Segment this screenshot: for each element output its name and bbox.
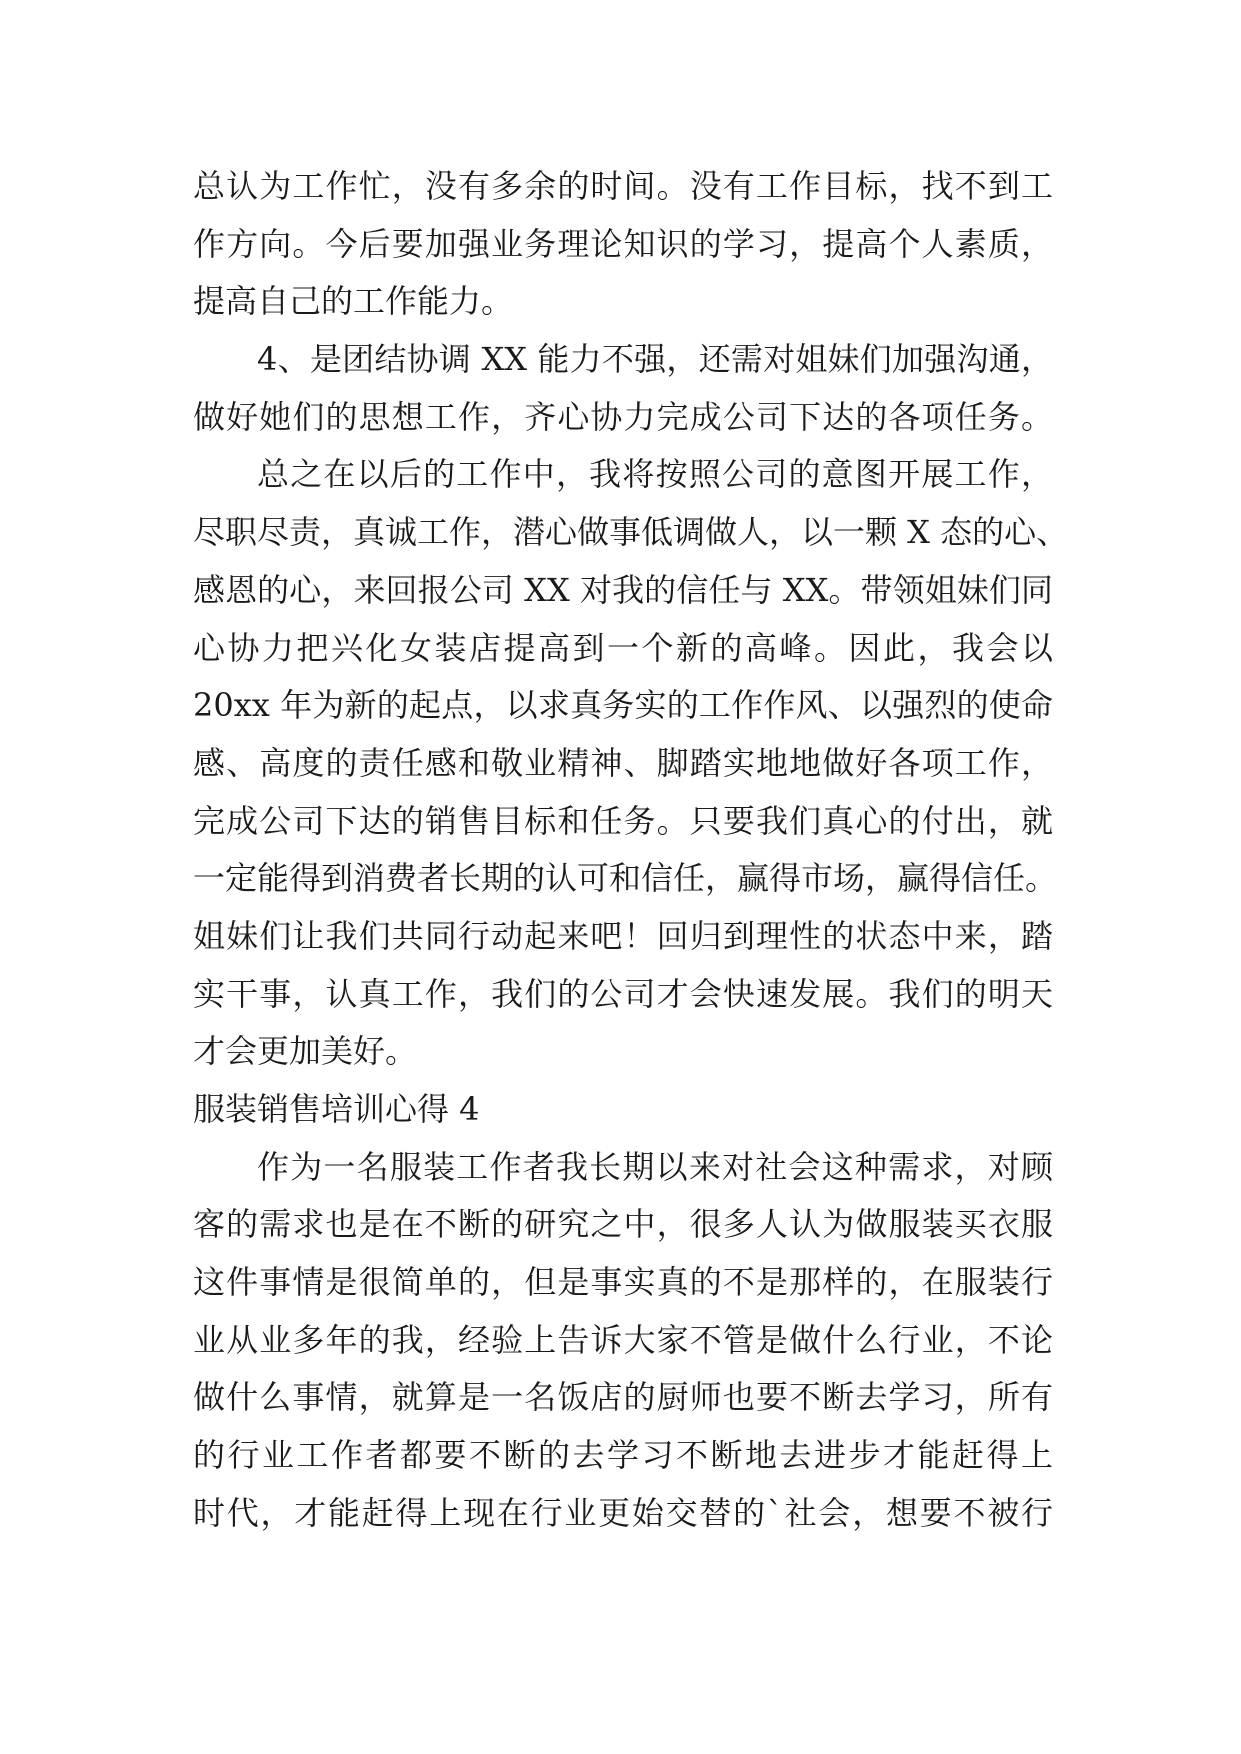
document-body xyxy=(193,158,1069,1543)
body-text-line: 提高自己的工作能力。 xyxy=(193,282,514,321)
body-text-line: 的行业工作者都要不断的去学习不断地去进步才能赶得上 xyxy=(193,1436,1053,1475)
body-text-line: 时代，才能赶得上现在行业更始交替的`社会，想要不被行 xyxy=(193,1493,1053,1532)
body-text-line: 一定能得到消费者长期的认可和信任，赢得市场，赢得信任。 xyxy=(193,859,1058,898)
section-heading: 服装销售培训心得 4 xyxy=(193,1090,480,1128)
body-text-line: 姐妹们让我们共同行动起来吧！回归到理性的状态中来，踏 xyxy=(193,916,1053,955)
body-text-line: 作为一名服装工作者我长期以来对社会这种需求，对顾 xyxy=(257,1147,1053,1186)
body-text-line: 做好她们的思想工作，齐心协力完成公司下达的各项任务。 xyxy=(193,397,1053,436)
body-text-line: 完成公司下达的销售目标和任务。只要我们真心的付出，就 xyxy=(193,801,1053,840)
body-text-line: 总认为工作忙，没有多余的时间。没有工作目标，找不到工 xyxy=(193,167,1053,205)
body-text-line: 总之在以后的工作中，我将按照公司的意图开展工作， xyxy=(257,455,1053,494)
body-text-line: 这件事情是很简单的，但是事实真的不是那样的，在服装行 xyxy=(193,1263,1053,1302)
body-text-line: 20xx 年为新的起点，以求真务实的工作作风、以强烈的使命 xyxy=(193,686,1053,725)
body-text-line: 感恩的心，来回报公司 XX 对我的信任与 XX。带领姐妹们同 xyxy=(193,570,1053,609)
body-text-line: 4、是团结协调 XX 能力不强，还需对姐妹们加强沟通， xyxy=(257,340,1053,379)
body-text-line: 才会更加美好。 xyxy=(193,1032,418,1071)
body-text-line: 感、高度的责任感和敬业精神、脚踏实地地做好各项工作， xyxy=(193,743,1053,782)
body-text-line: 尽职尽责，真诚工作，潜心做事低调做人，以一颗 X 态的心、 xyxy=(193,513,1069,552)
body-text-line: 业从业多年的我，经验上告诉大家不管是做什么行业，不论 xyxy=(193,1320,1053,1359)
body-text-line: 实干事，认真工作，我们的公司才会快速发展。我们的明天 xyxy=(193,974,1053,1013)
body-text-line: 作方向。今后要加强业务理论知识的学习，提高个人素质， xyxy=(193,224,1053,263)
body-text-line: 做什么事情，就算是一名饭店的厨师也要不断去学习，所有 xyxy=(193,1378,1053,1417)
body-text-line: 心协力把兴化女装店提高到一个新的高峰。因此，我会以 xyxy=(193,628,1053,667)
body-text-line: 客的需求也是在不断的研究之中，很多人认为做服装买衣服 xyxy=(193,1205,1053,1244)
